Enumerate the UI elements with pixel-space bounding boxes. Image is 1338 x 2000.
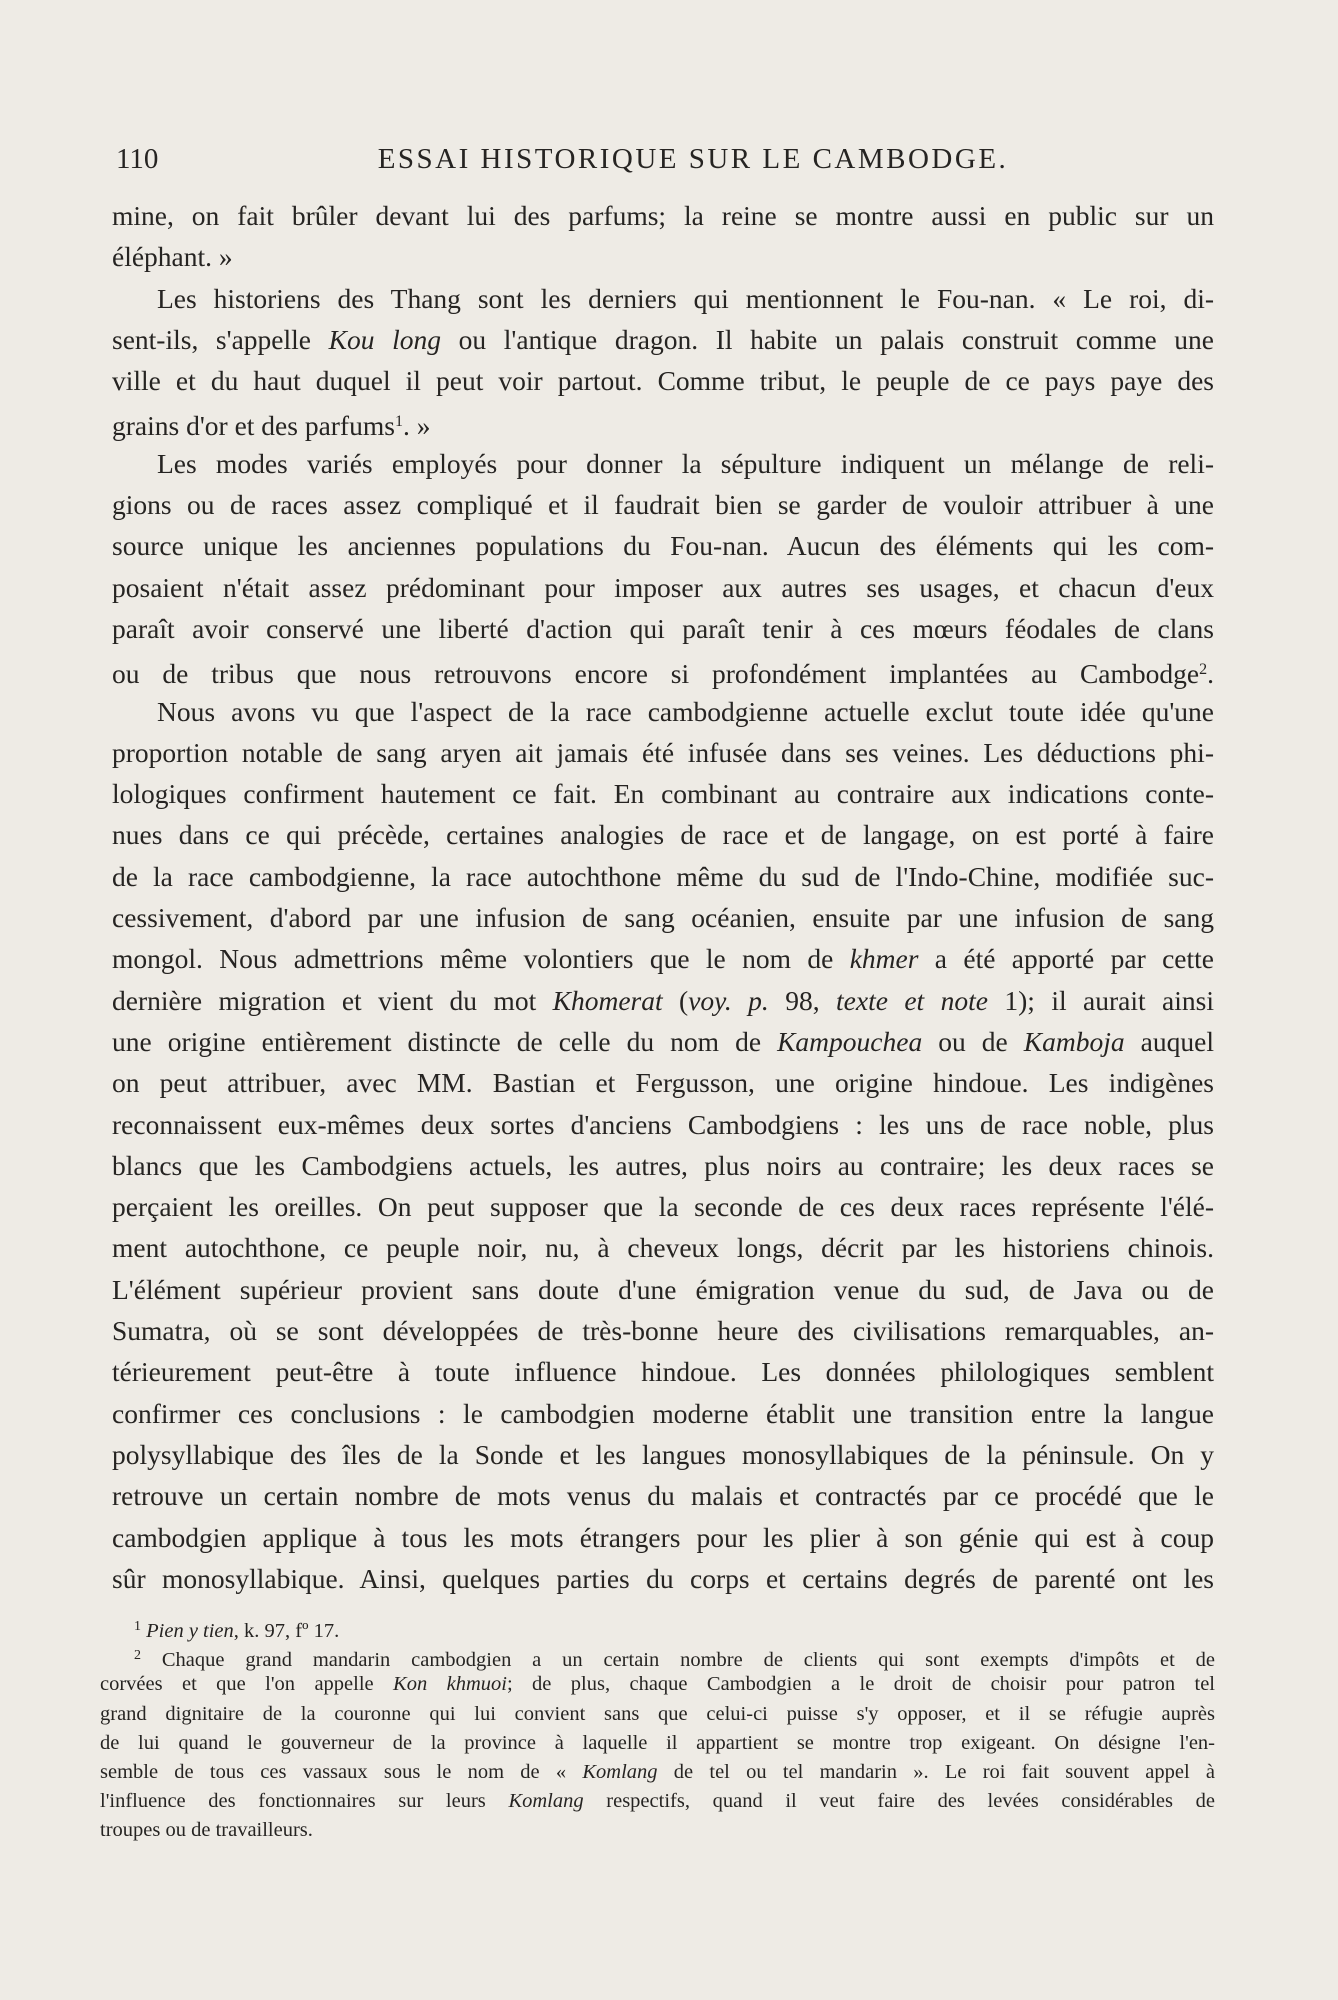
- text-run: sent-ils, s'appelle: [112, 323, 329, 355]
- text-run: éléphant. »: [112, 241, 233, 273]
- text-line: [112, 319, 1214, 360]
- text-run: .: [1207, 658, 1214, 690]
- text-line: [112, 1227, 1214, 1268]
- text-line: [112, 980, 1214, 1021]
- text-run: de lui quand le gouverneur de la province à laquelle il appartient se montre trop exigeant. On désigne l'en-: [100, 1731, 1215, 1754]
- text-run: de la race cambodgienne, la race autochthone même du sud de l'Indo-Chine, modifiée suc-: [112, 860, 1214, 892]
- text-run: ville et du haut duquel il peut voir partout. Comme tribut, le peuple de ce pays paye des: [112, 365, 1214, 397]
- italic-text: khmer: [849, 943, 919, 975]
- text-line: [112, 1475, 1214, 1516]
- text-run: L'élément supérieur provient sans doute d'une émigration venue du sud, de Java ou de: [112, 1273, 1214, 1305]
- text-run: sûr monosyllabique. Ainsi, quelques parties du corps et certains degrés de parenté ont les: [112, 1562, 1214, 1594]
- text-run: ou de tribus que nous retrouvons encore si profondément implantées au Cambodge: [112, 658, 1200, 690]
- footnote-line: [100, 1816, 1215, 1845]
- text-run: 1); il aurait ainsi: [987, 984, 1214, 1016]
- running-header: [112, 143, 1214, 179]
- text-line: [112, 1104, 1214, 1145]
- italic-text: texte et note: [836, 984, 988, 1016]
- text-line: [112, 1310, 1214, 1351]
- text-line: [112, 1062, 1214, 1103]
- running-title: ESSAI HISTORIQUE SUR LE CAMBODGE.: [377, 143, 1009, 175]
- text-run: auquel: [1124, 1025, 1214, 1057]
- text-run: semble de tous ces vassaux sous le nom de «: [100, 1760, 583, 1783]
- text-run: Les historiens des Thang sont les derniers qui mentionnent le Fou-nan. « Le roi, di-: [157, 282, 1214, 314]
- italic-text: Kampouchea: [777, 1025, 923, 1057]
- text-line: [112, 1517, 1214, 1558]
- text-run: polysyllabique des îles de la Sonde et les langues monosyllabiques de la péninsule. On y: [112, 1438, 1214, 1470]
- text-run: respectifs, quand il veut faire des levées considérables de: [583, 1790, 1215, 1813]
- italic-text: Khomerat: [552, 984, 663, 1016]
- text-run: l'influence des fonctionnaires sur leurs: [100, 1790, 509, 1813]
- text-line: [112, 897, 1214, 938]
- footnote-reference: 1: [394, 413, 403, 431]
- text-run: Nous avons vu que l'aspect de la race cambodgienne actuelle exclut toute idée qu'une: [157, 695, 1214, 727]
- text-run: gions ou de races assez compliqué et il faudrait bien se garder de vouloir attribuer à une: [112, 489, 1214, 521]
- text-run: troupes ou de travailleurs.: [100, 1819, 313, 1842]
- text-line: [112, 773, 1214, 814]
- text-line: [112, 236, 1214, 277]
- text-line: [112, 1021, 1214, 1062]
- footnote-line: [100, 1670, 1215, 1699]
- italic-text: Kou long: [328, 323, 441, 355]
- text-run: grand dignitaire de la couronne qui lui convient sans que celui-ci puisse s'y opposer, et il se réfugie auprès: [100, 1702, 1215, 1725]
- text-run: une origine entièrement distincte de celle du nom de: [112, 1025, 778, 1057]
- footnote-reference: 2: [1199, 661, 1208, 679]
- text-line: [112, 814, 1214, 855]
- footnote-line: [100, 1787, 1215, 1816]
- text-run: corvées et que l'on appelle: [100, 1673, 394, 1696]
- text-run: retrouve un certain nombre de mots venus du malais et contractés par ce procédé que le: [112, 1480, 1214, 1512]
- text-run: posaient n'était assez prédominant pour imposer aux autres ses usages, et chacun d'eux: [112, 571, 1214, 603]
- footnote-line: [100, 1729, 1215, 1758]
- text-line: [112, 195, 1214, 236]
- text-run: grains d'or et des parfums: [112, 410, 395, 442]
- text-line: [112, 1269, 1214, 1310]
- text-line: [112, 856, 1214, 897]
- text-line: [112, 1351, 1214, 1392]
- text-run: ou de: [922, 1025, 1024, 1057]
- italic-text: Kamboja: [1023, 1025, 1125, 1057]
- italic-text: Kon khmuoi: [393, 1673, 507, 1696]
- text-run: Sumatra, où se sont développées de très-bonne heure des civilisations remarquables, an-: [112, 1315, 1214, 1347]
- text-run: ment autochthone, ce peuple noir, nu, à cheveux longs, décrit par les historiens chinois.: [112, 1232, 1214, 1264]
- italic-text: Pien y tien: [146, 1620, 234, 1642]
- text-run: lologiques confirment hautement ce fait. En combinant au contraire aux indications conte-: [112, 778, 1214, 810]
- text-run: . »: [402, 410, 431, 442]
- text-run: ; de plus, chaque Cambodgien a le droit de choisir pour patron tel: [506, 1673, 1215, 1696]
- page-number: 110: [116, 143, 159, 175]
- text-line: [112, 484, 1214, 525]
- text-line: [112, 1434, 1214, 1475]
- text-line: [112, 1558, 1214, 1599]
- footnote-line: [100, 1641, 1215, 1670]
- text-run: cambodgien applique à tous les mots étrangers pour les plier à son génie qui est à coup: [112, 1521, 1214, 1553]
- text-run: nues dans ce qui précède, certaines analogies de race et de langage, on est porté à faire: [112, 819, 1214, 851]
- text-run: dernière migration et vient du mot: [112, 984, 553, 1016]
- text-run: source unique les anciennes populations du Fou-nan. Aucun des éléments qui les com-: [112, 530, 1214, 562]
- text-run: Chaque grand mandarin cambodgien a un certain nombre de clients qui sont exempts d'impôts et de: [141, 1649, 1215, 1672]
- footnote-reference: 1: [134, 1619, 141, 1634]
- text-run: confirmer ces conclusions : le cambodgien moderne établit une transition entre la langue: [112, 1397, 1214, 1429]
- body-text: [112, 195, 1214, 1599]
- text-run: Les modes variés employés pour donner la sépulture indiquent un mélange de reli-: [157, 447, 1214, 479]
- text-run: a été apporté par cette: [918, 943, 1214, 975]
- footnotes: [100, 1612, 1215, 1846]
- footnote-line: [100, 1700, 1215, 1729]
- text-line: [112, 360, 1214, 401]
- text-run: , k. 97, fº 17.: [233, 1620, 340, 1642]
- text-line: [112, 1393, 1214, 1434]
- italic-text: Komlang: [582, 1760, 658, 1783]
- text-run: paraît avoir conservé une liberté d'action qui paraît tenir à ces mœurs féodales de clans: [112, 612, 1214, 644]
- text-run: mine, on fait brûler devant lui des parfums; la reine se montre aussi en public sur un: [112, 200, 1214, 231]
- footnote-line: [100, 1612, 1215, 1641]
- text-line: [112, 608, 1214, 649]
- text-run: proportion notable de sang aryen ait jamais été infusée dans ses veines. Les déductions phi-: [112, 736, 1214, 768]
- text-line: [112, 525, 1214, 566]
- text-line: [112, 1145, 1214, 1186]
- italic-text: voy. p.: [688, 984, 769, 1016]
- text-run: cessivement, d'abord par une infusion de sang océanien, ensuite par une infusion de sang: [112, 902, 1214, 934]
- italic-text: Komlang: [508, 1790, 584, 1813]
- text-line: [112, 401, 1214, 442]
- text-run: de tel ou tel mandarin ». Le roi fait souvent appel à: [657, 1760, 1216, 1783]
- text-run: perçaient les oreilles. On peut supposer que la seconde de ces deux races représente l'élé-: [112, 1191, 1214, 1223]
- footnote-line: [100, 1758, 1215, 1787]
- text-run: térieurement peut-être à toute influence hindoue. Les données philologiques semblent: [112, 1356, 1214, 1388]
- text-line: [112, 278, 1214, 319]
- text-run: mongol. Nous admettrions même volontiers que le nom de: [112, 943, 850, 975]
- text-line: [112, 443, 1214, 484]
- text-run: blancs que les Cambodgiens actuels, les autres, plus noirs au contraire; les deux races se: [112, 1149, 1214, 1181]
- text-line: [112, 691, 1214, 732]
- text-run: ou l'antique dragon. Il habite un palais construit comme une: [440, 323, 1215, 355]
- text-line: [112, 567, 1214, 608]
- text-run: (: [662, 984, 689, 1016]
- text-line: [112, 1186, 1214, 1227]
- text-line: [112, 732, 1214, 773]
- text-run: reconnaissent eux-mêmes deux sortes d'anciens Cambodgiens : les uns de race noble, plus: [112, 1108, 1214, 1140]
- text-run: on peut attribuer, avec MM. Bastian et Fergusson, une origine hindoue. Les indigènes: [112, 1067, 1214, 1099]
- text-line: [112, 938, 1214, 979]
- text-line: [112, 649, 1214, 690]
- text-run: 98,: [768, 984, 837, 1016]
- footnote-reference: 2: [134, 1648, 141, 1664]
